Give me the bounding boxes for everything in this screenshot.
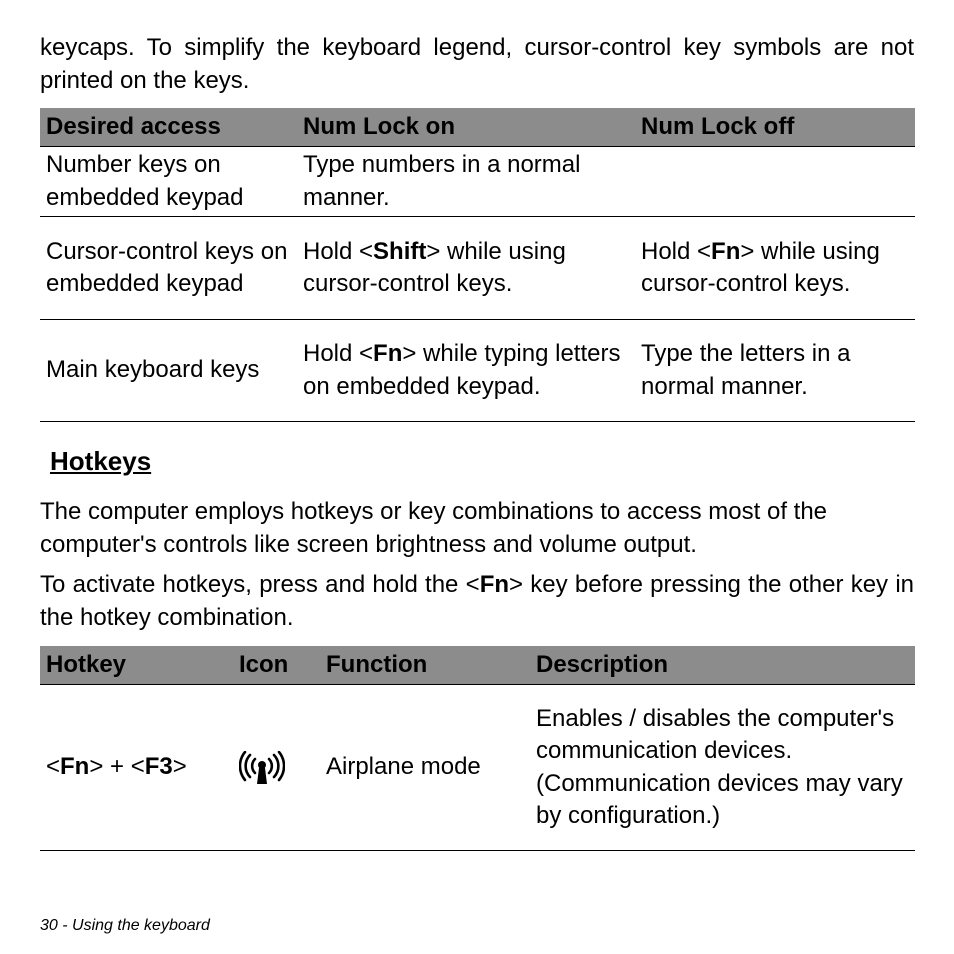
cell-text: > + < <box>89 753 145 781</box>
table-row <box>40 320 915 422</box>
cell-text: > while using cursor-control keys. <box>641 237 880 297</box>
desired-access-cell: Number keys on embedded keypad <box>40 147 297 217</box>
desired-access-cell: Cursor-control keys on embedded keypad <box>40 217 297 320</box>
cell-text: Hold < <box>303 237 374 265</box>
cell-text: Hold < <box>303 340 374 367</box>
key-name: Fn <box>60 753 90 781</box>
hotkeys-activate-paragraph <box>40 569 914 634</box>
cell-text: > while typing letters on embedded keypad. <box>303 340 621 400</box>
table-row <box>40 685 915 851</box>
num-lock-table <box>40 108 915 422</box>
num-lock-off-cell: Type the letters in a normal manner. <box>635 320 915 422</box>
description-cell: Enables / disables the computer's communication devices. (Communication devices may vary by configuration.) <box>530 685 915 851</box>
table-row <box>40 147 915 217</box>
num-lock-on-cell: Type numbers in a normal manner. <box>297 147 635 217</box>
column-header-icon: Icon <box>233 646 320 685</box>
cell-text: < <box>46 753 61 781</box>
key-name: Fn <box>373 340 403 367</box>
column-header-num-lock-on: Num Lock on <box>297 108 635 147</box>
column-header-description: Description <box>530 646 915 685</box>
table-row <box>40 217 915 320</box>
num-lock-on-cell <box>297 217 635 320</box>
cell-text: > while using cursor-control keys. <box>303 237 566 297</box>
hotkeys-table <box>40 646 915 851</box>
paragraph-text: > key before pressing the other key in the hotkey combination. <box>40 571 914 631</box>
paragraph-text: To activate hotkeys, press and hold the < <box>40 571 480 598</box>
key-name: Fn <box>711 237 741 265</box>
column-header-hotkey: Hotkey <box>40 646 233 685</box>
hotkey-cell <box>40 685 233 851</box>
num-lock-on-cell <box>297 320 635 422</box>
airplane-mode-wireless-icon <box>239 751 285 785</box>
table-header-row <box>40 108 915 147</box>
icon-cell <box>233 685 320 851</box>
cell-text: Hold < <box>641 237 712 265</box>
num-lock-off-cell <box>635 217 915 320</box>
cell-text: > <box>172 753 187 781</box>
hotkeys-intro-paragraph: The computer employs hotkeys or key combinations to access most of the computer's controls like screen brightness and volume output. <box>40 498 828 558</box>
intro-paragraph: keycaps. To simplify the keyboard legend, cursor-control key symbols are not printed on the keys. <box>40 34 914 94</box>
key-name: Fn <box>479 571 510 598</box>
key-name: F3 <box>144 753 173 781</box>
desired-access-cell: Main keyboard keys <box>40 320 297 422</box>
key-name: Shift <box>373 237 427 265</box>
table-header-row <box>40 646 915 685</box>
num-lock-off-cell <box>635 147 915 217</box>
function-cell: Airplane mode <box>320 685 530 851</box>
column-header-function: Function <box>320 646 530 685</box>
section-heading-hotkeys: Hotkeys <box>50 446 152 476</box>
column-header-desired-access: Desired access <box>40 108 297 147</box>
column-header-num-lock-off: Num Lock off <box>635 108 915 147</box>
page-footer: 30 - Using the keyboard <box>40 917 210 934</box>
